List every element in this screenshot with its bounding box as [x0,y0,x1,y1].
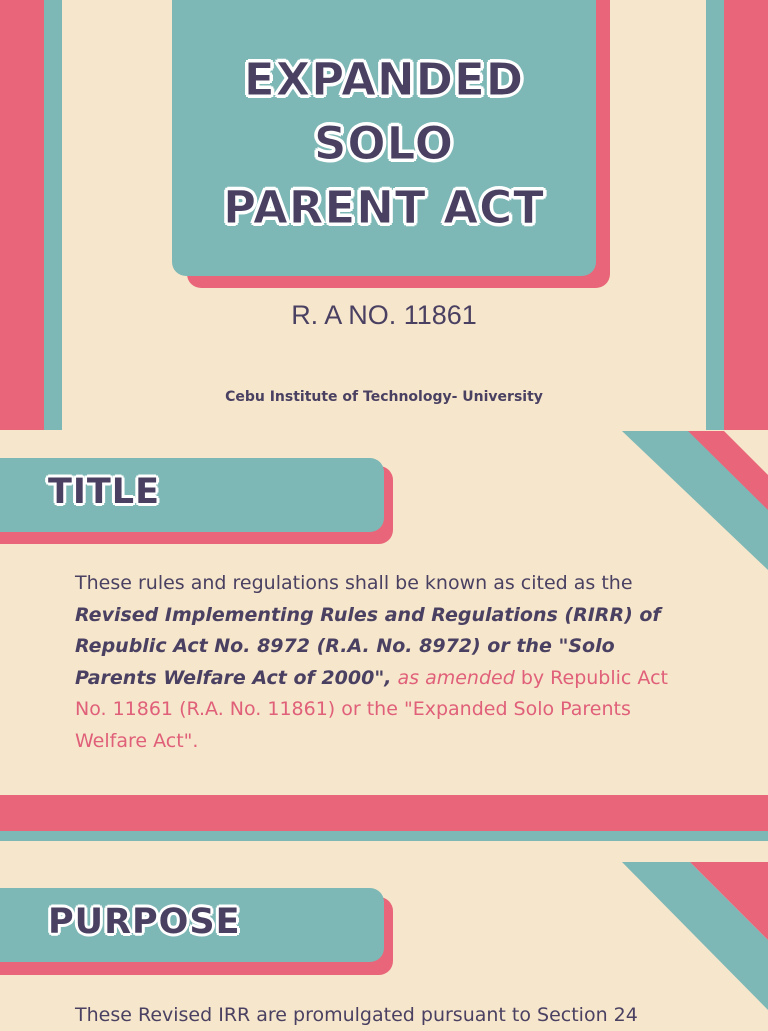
divider-teal-band [0,831,768,841]
title-section-body [75,568,685,757]
as-amended-text: as amended [397,666,515,689]
rirr-name-text: Revised Implementing Rules and Regulations (RIRR) of Republic Act No. 8972 (R.A. No. 8972) or the "Solo Parents Welfare Act of 2000", [75,603,661,689]
title-section-heading: TITLE [48,472,160,512]
page-title: EXPANDED SOLO PARENT ACT [223,53,545,234]
amending-act-text: by Republic Act No. 11861 (R.A. No. 11861) or the "Expanded Solo Parents Welfare Act". [75,666,668,752]
upper-teal-diagonal [622,431,768,570]
ra-number: R. A NO. 11861 [291,300,477,330]
institution-name: Cebu Institute of Technology- University [225,389,543,405]
divider-pink-band [0,795,768,831]
purpose-section-heading: PURPOSE [48,902,241,942]
purpose-section-body: These Revised IRR are promulgated pursuant to Section 24 [75,1004,638,1026]
title-intro-text: These rules and regulations shall be known as cited as the [75,572,633,594]
